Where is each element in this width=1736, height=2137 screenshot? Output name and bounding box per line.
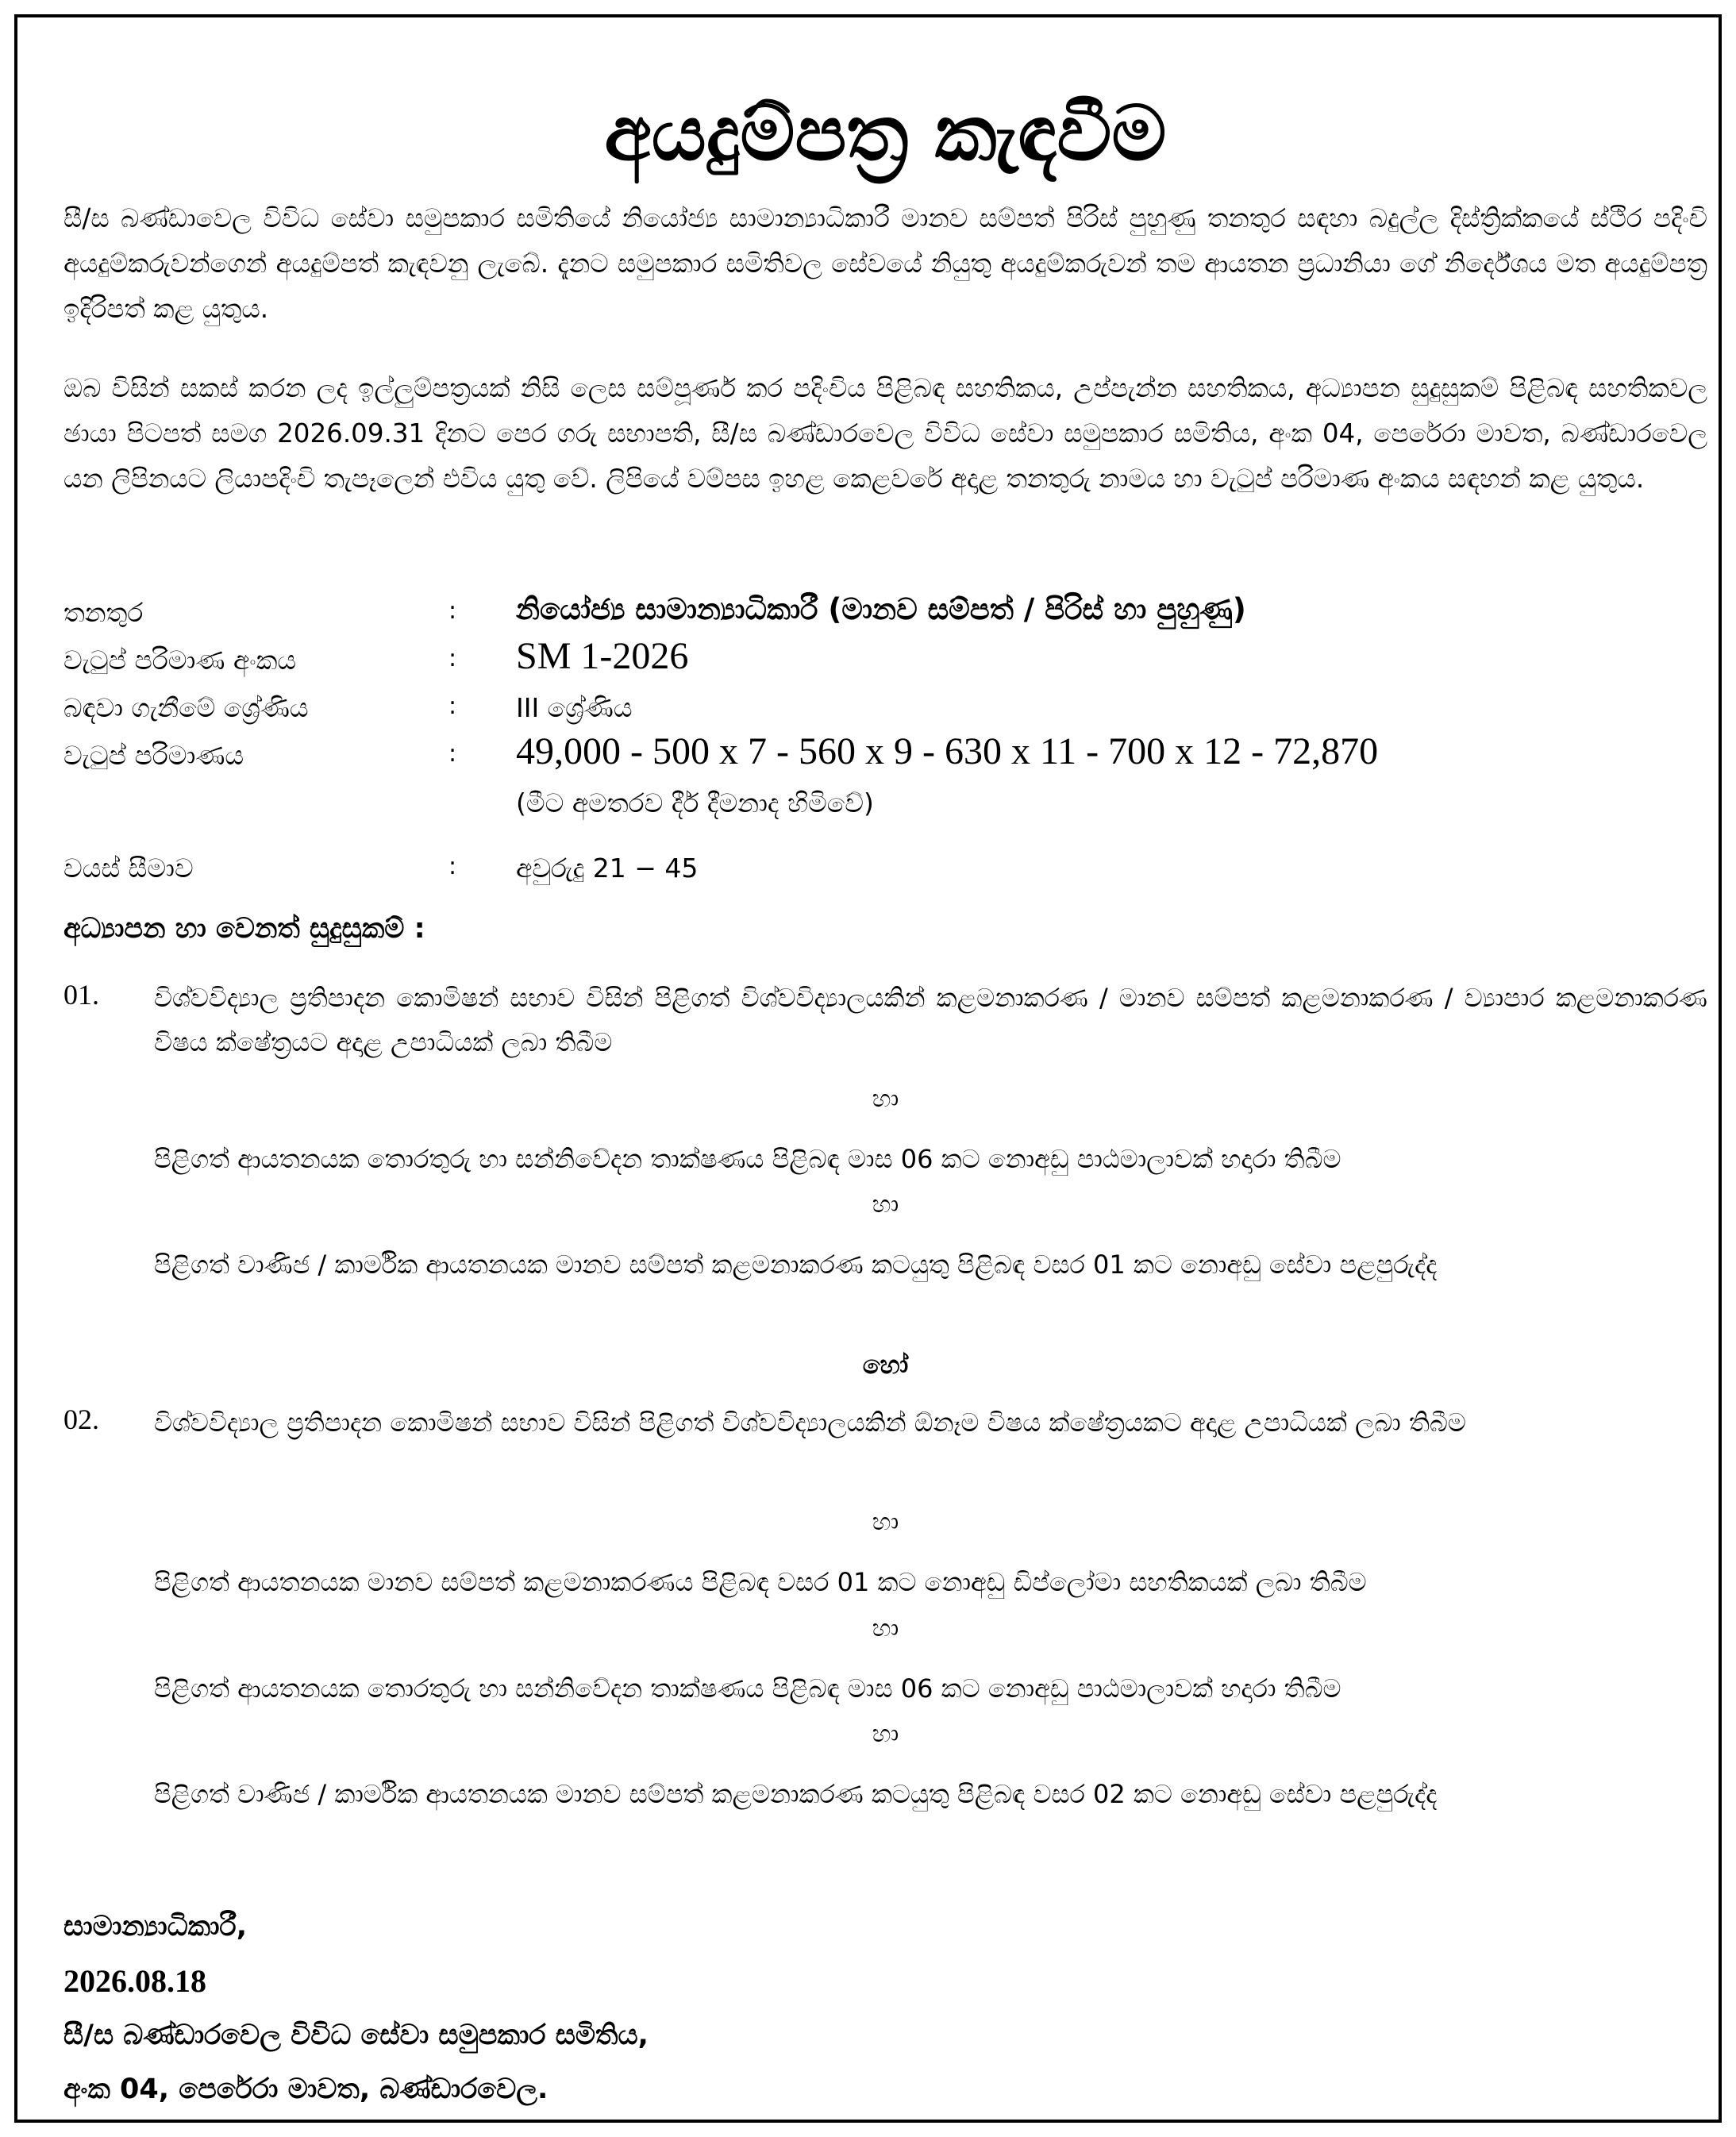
qualification-item: විශ්වවිද්‍යාල ප්‍රතිපාදන කොමිෂන් සභාව විසින් පිළිගත් විශ්වවිද්‍යාලයකින් කළමනාකරණ / මානව සම්පත් කළමනාකරණ / ව්‍යාපාර කළමනාකරණ විෂය ක්ෂේත්‍රයට අදාළ උපාධියක් ලබා තිබීම	[154, 983, 1707, 1057]
qualification-item: විශ්වවිද්‍යාල ප්‍රතිපාදන කොමිෂන් සභාව විසින් පිළිගත් විශ්වවිද්‍යාලයකින් ඕනෑම විෂය ක්ෂේත්‍රයකට අදාළ උපාධියක් ලබා තිබීම	[154, 1407, 1466, 1438]
detail-value: නියෝජ්‍ය සාමාන්‍යාධිකාරී (මානව සම්පත් / පිරිස් හා පුහුණු)	[516, 592, 1246, 626]
signature-organization: සී/ස බණ්ඩාරවෙල විවිධ සේවා සමුපකාර සමිතිය,	[64, 2020, 649, 2051]
or-connector: හෝ	[862, 1350, 909, 1380]
detail-colon: :	[448, 597, 457, 625]
detail-label: බඳවා ගැනීමේ ශ්‍රේණිය	[64, 692, 309, 723]
option-number: 02.	[64, 1403, 99, 1435]
qualification-item: පිළිගත් ආයතනයක තොරතුරු හා සන්නිවේදන තාක්ෂණය පිළිබඳ මාස 06 කට නොඅඩු පාඨමාලාවක් හදාරා තිබීම	[154, 1673, 1341, 1704]
and-connector: හා	[872, 1615, 899, 1642]
detail-colon: :	[448, 692, 457, 720]
detail-colon: :	[448, 740, 457, 768]
detail-value: 49,000 - 500 x 7 - 560 x 9 - 630 x 11 - 700 x 12 - 72,870	[516, 730, 1379, 772]
and-connector: හා	[872, 1191, 899, 1219]
and-connector: හා	[872, 1508, 899, 1536]
and-connector: හා	[872, 1720, 899, 1748]
qualification-item: පිළිගත් වාණිජ / කාර්මික ආයතනයක මානව සම්පත් කළමනාකරණ කටයුතු පිළිබඳ වසර 01 කට නොඅඩු සේවා පළපුරුද්ද	[154, 1249, 1438, 1280]
intro-paragraph: සී/ස බණ්ඩාවෙල විවිධ සේවා සමුපකාර සමිතියේ නියෝජ්‍ය සාමාන්‍යාධිකාරී මානව සම්පත් පිරිස් පුහුණු තනතුර සඳහා බදුල්ල දිස්ත්‍රික්කයේ ස්ථිර පදිංචි අයදුම්කරුවන්ගෙන් අයදුම්පත් කැඳවනු ලැබේ. දැනට සමුපකාර සමිතිවල සේවයේ නියුතු අයදුම්කරුවන් තම ආයතන ප්‍රධානියා ගේ නිර්දේශය මත අයදුම්පත්‍ර ඉදිරිපත් කළ යුතුය.	[64, 203, 1707, 324]
detail-value: අවුරුදු 21 − 45	[516, 853, 699, 884]
detail-label: වැටුප් පරිමාණය	[64, 740, 244, 771]
detail-label: වැටුප් පරිමාණ අංකය	[64, 645, 297, 676]
and-connector: හා	[872, 1085, 899, 1113]
notice-frame	[14, 14, 1722, 2123]
qualification-item: පිළිගත් ආයතනයක තොරතුරු හා සන්නිවේදන තාක්ෂණය පිළිබඳ මාස 06 කට නොඅඩු පාඨමාලාවක් හදාරා තිබීම	[154, 1144, 1341, 1174]
detail-colon: :	[448, 853, 457, 880]
qualification-item: පිළිගත් වාණිජ / කාර්මික ආයතනයක මානව සම්පත් කළමනාකරණ කටයුතු පිළිබඳ වසර 02 කට නොඅඩු සේවා පළපුරුද්ද	[154, 1779, 1438, 1809]
signature-date: 2026.08.18	[64, 1963, 206, 1999]
detail-value: SM 1-2026	[516, 635, 689, 677]
notice-title: අයදුම්පත්‍ර කැඳවීම	[604, 89, 1167, 178]
option-number: 01.	[64, 979, 99, 1011]
qualifications-heading: අධ්‍යාපන හා වෙනත් සුදුසුකම් :	[64, 913, 425, 945]
detail-note: (මීට අමතරව දීර් දීමනාද හිමිවේ)	[516, 787, 874, 818]
detail-value: III ශ්‍රේණිය	[516, 692, 633, 723]
detail-label: වයස් සීමාව	[64, 853, 194, 884]
signature-address: අංක 04, පෙරේරා මාවත, බණ්ඩාරවෙල.	[64, 2073, 549, 2105]
signature-role: සාමාන්‍යාධිකාරී,	[64, 1911, 247, 1943]
qualification-item: පිළිගත් ආයතනයක මානව සම්පත් කළමනාකරණය පිළිබඳ වසර 01 කට නොඅඩු ඩිප්ලෝමා සහතිකයක් ලබා තිබීම	[154, 1567, 1367, 1597]
detail-label: තනතුර	[64, 597, 144, 628]
detail-colon: :	[448, 645, 457, 672]
instructions-paragraph: ඔබ විසින් සකස් කරන ලද ඉල්ලුම්පත්‍රයක් නිසි ලෙස සම්පූර්ණ කර පදිංචිය පිළිබඳ සහතිකය, උප්පැන්න සහතිකය, අධ්‍යාපන සුදුසුකම් පිළිබඳ සහතිකවල ඡායා පිටපත් සමග 2026.09.31 දිනට පෙර ගරු සභාපති, සී/ස බණ්ඩාරවෙල විවිධ සේවා සමුපකාර සමිතිය, අංක 04, පෙරේරා මාවත, බණ්ඩාරවෙල යන ලිපිනයට ලියාපදිංචි තැපෑලෙන් එවිය යුතු වේ. ලිපියේ වම්පස ඉහළ කෙළවරේ අදාළ තනතුරු නාමය හා වැටුප් පරිමාණ අංකය සඳහන් කළ යුතුය.	[64, 373, 1707, 494]
